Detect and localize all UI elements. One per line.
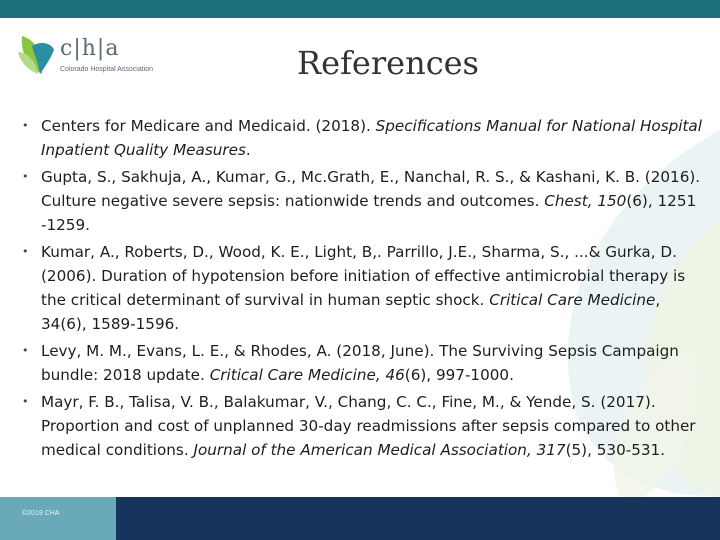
reference-volume: 150 <box>597 192 627 210</box>
reference-text: Centers for Medicare and Medicaid. (2018). <box>41 117 376 135</box>
reference-list <box>22 114 702 465</box>
bullet-icon: • <box>22 395 29 408</box>
bullet-icon: • <box>22 119 29 132</box>
reference-pages: . <box>245 141 251 159</box>
reference-pages: (5), 530-531. <box>565 441 666 459</box>
reference-pages: (6), 1251 -1259. <box>41 192 697 234</box>
leaf-logo-icon <box>16 30 56 78</box>
bullet-icon: • <box>22 170 29 183</box>
reference-journal: Journal of the American Medical Association, <box>193 441 537 459</box>
reference-volume: 46 <box>385 366 405 384</box>
bullet-icon: • <box>22 245 29 258</box>
reference-volume: 317 <box>536 441 566 459</box>
reference-journal: Critical Care Medicine <box>489 291 656 309</box>
bullet-icon: • <box>22 344 29 357</box>
footer-accent-block <box>0 497 116 540</box>
reference-item <box>22 390 702 462</box>
reference-text: Gupta, S., Sakhuja, A., Kumar, G., Mc.Grath, E., Nanchal, R. S., & Kashani, K. B. (2016). Culture negative severe sepsis: nationwide trends and outcomes. <box>41 168 701 210</box>
reference-journal: Chest, <box>544 192 598 210</box>
logo-organization-name: Colorado Hospital Association <box>60 66 153 73</box>
slide-title: References <box>297 44 479 82</box>
footer-bar <box>0 497 720 540</box>
reference-journal: Critical Care Medicine, <box>209 366 386 384</box>
reference-item <box>22 165 702 237</box>
reference-text: Levy, M. M., Evans, L. E., & Rhodes, A. (2018, June). The Surviving Sepsis Campaign bundle: 2018 update. <box>41 342 679 384</box>
reference-item <box>22 114 702 162</box>
reference-item <box>22 339 702 387</box>
reference-item <box>22 240 702 336</box>
reference-journal: Specifications Manual for National Hospital Inpatient Quality Measures <box>41 117 702 159</box>
copyright-text: ©2019 CHA <box>22 510 60 517</box>
reference-pages: , 34(6), 1589-1596. <box>41 291 661 333</box>
reference-pages: (6), 997-1000. <box>404 366 514 384</box>
reference-text: Mayr, F. B., Talisa, V. B., Balakumar, V., Chang, C. C., Fine, M., & Yende, S. (2017). Proportion and cost of unplanned 30-day readmissions after sepsis compared to other medical conditions. <box>41 393 696 459</box>
cha-logo <box>16 30 166 80</box>
reference-text: Kumar, A., Roberts, D., Wood, K. E., Light, B,. Parrillo, J.E., Sharma, S., ...& Gurka, D. (2006). Duration of hypotension before initiation of effective antimicrobial therapy is the critical determinant of survival in human septic shock. <box>41 243 686 309</box>
logo-letters: c|h|a <box>60 36 120 61</box>
